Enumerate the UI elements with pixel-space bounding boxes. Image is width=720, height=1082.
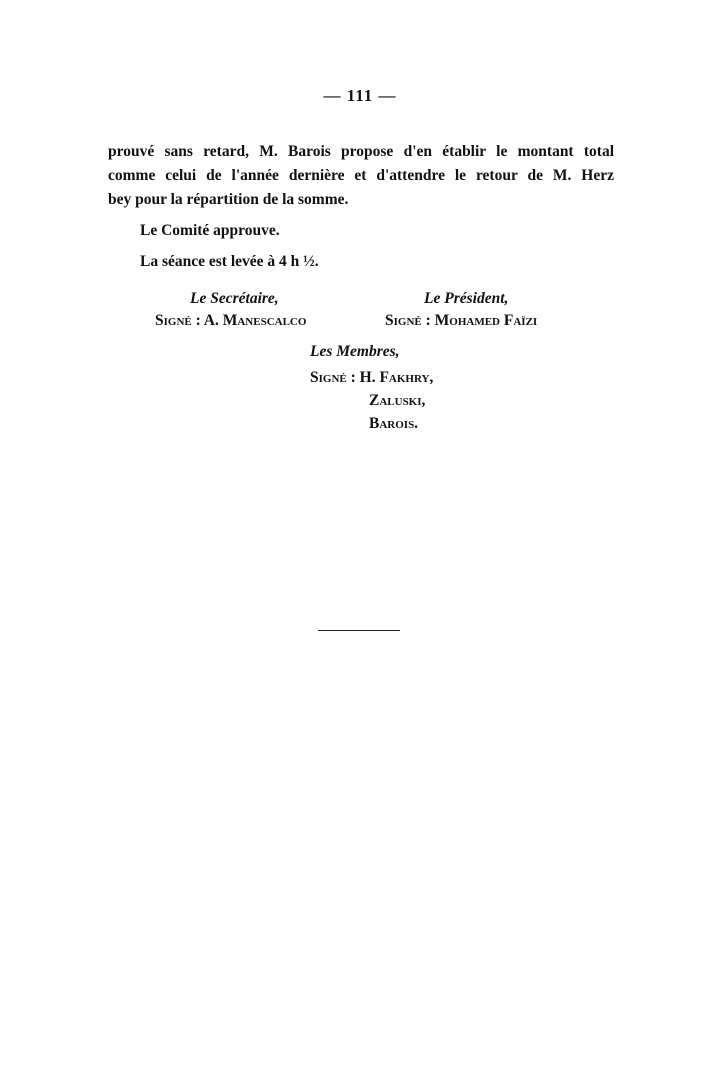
- session-closing: La séance est levée à 4 h ½.: [140, 253, 319, 270]
- member-signature-1: Signé : H. Fakhry,: [310, 369, 434, 386]
- secretary-title: Le Secrétaire,: [190, 290, 279, 307]
- president-title: Le Président,: [424, 290, 509, 307]
- member-signature-2: Zaluski,: [369, 392, 426, 409]
- body-line-2: comme celui de l'année dernière et d'attendre le retour de M. Herz: [108, 167, 614, 184]
- member-signature-3: Barois.: [369, 415, 419, 432]
- committee-approval: Le Comité approuve.: [140, 222, 280, 239]
- members-title: Les Membres,: [310, 343, 400, 360]
- page-number: — 111 —: [323, 86, 397, 105]
- president-signature: Signé : Mohamed Faïzi: [385, 312, 538, 329]
- closing-rule: [318, 630, 400, 631]
- body-line-3: bey pour la répartition de la somme.: [108, 191, 349, 208]
- body-line-1: prouvé sans retard, M. Barois propose d'en établir le montant total: [108, 143, 614, 160]
- secretary-signature: Signé : A. Manescalco: [155, 312, 307, 329]
